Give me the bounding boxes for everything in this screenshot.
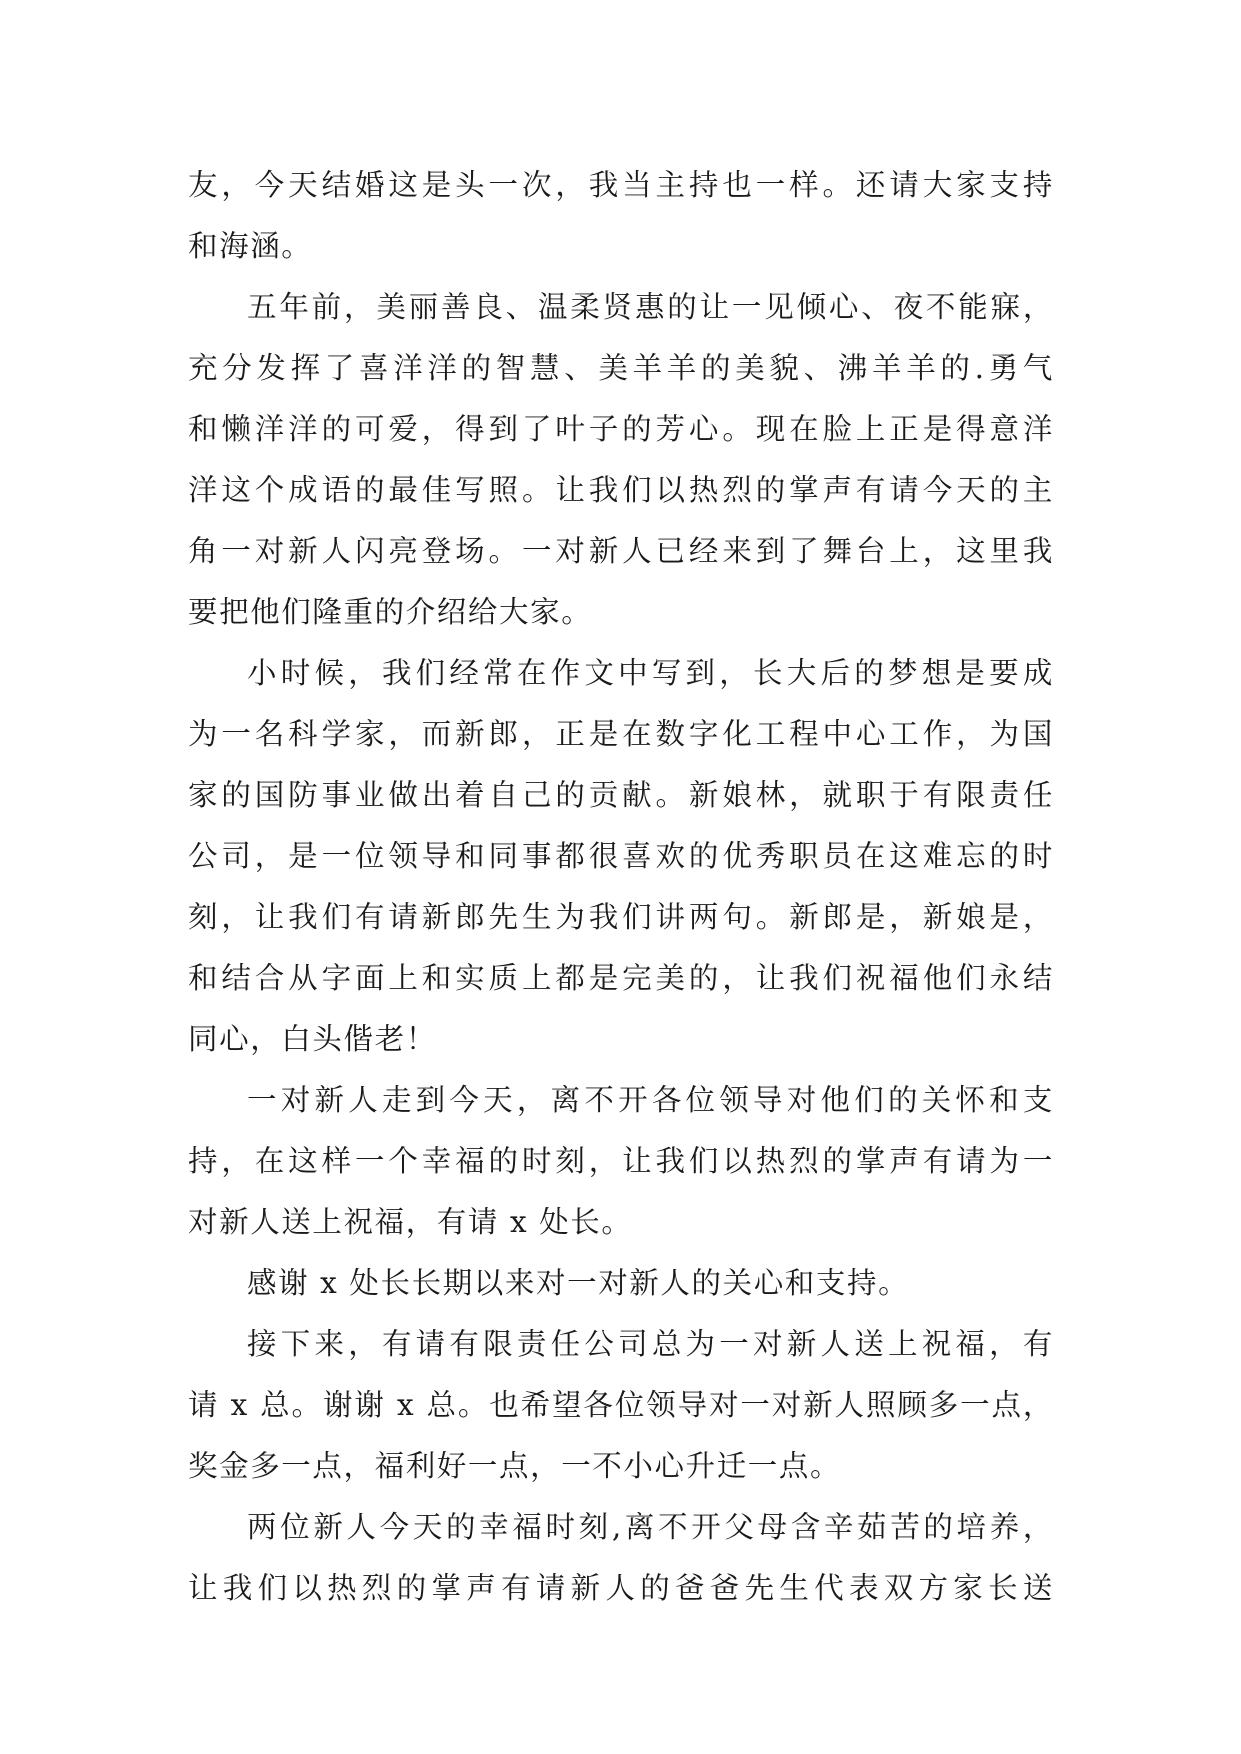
paragraph-5 [188,1253,1054,1314]
paragraph-4 [188,1070,1054,1253]
text-line: 充分发挥了喜洋洋的智慧、美羊羊的美貌、沸羊羊的.勇气 [188,351,1054,385]
body-text [188,155,1054,1619]
paragraph-3 [188,643,1054,1070]
text-line: 和懒洋洋的可爱，得到了叶子的芳心。现在脸上正是得意洋 [188,412,1054,446]
text-line: 角一对新人闪亮登场。一对新人已经来到了舞台上，这里我 [188,534,1054,568]
text-line: 为一名科学家，而新郎，正是在数字化工程中心工作，为国 [188,717,1054,751]
text-line: 洋这个成语的最佳写照。让我们以热烈的掌声有请今天的主 [188,473,1054,507]
paragraph-7 [188,1497,1054,1619]
paragraph-6 [188,1314,1054,1497]
text-line: 小时候，我们经常在作文中写到，长大后的梦想是要成 [247,656,1054,690]
paragraph-1 [188,155,1054,277]
text-line: 公司，是一位领导和同事都很喜欢的优秀职员在这难忘的时 [188,839,1054,873]
text-line: 和海涵。 [188,229,313,263]
text-line: 一对新人走到今天，离不开各位领导对他们的关怀和支 [247,1083,1054,1117]
text-line: 家的国防事业做出着自己的贡献。新娘林，就职于有限责任 [188,778,1054,812]
text-line: 五年前，美丽善良、温柔贤惠的让一见倾心、夜不能寐， [247,290,1054,324]
text-line: 持，在这样一个幸福的时刻，让我们以热烈的掌声有请为一 [188,1144,1054,1178]
text-line: 对新人送上祝福，有请 x 处长。 [188,1205,633,1239]
text-line: 刻，让我们有请新郎先生为我们讲两句。新郎是，新娘是， [188,900,1054,934]
text-line: 感谢 x 处长长期以来对一对新人的关心和支持。 [247,1266,910,1300]
text-line: 接下来，有请有限责任公司总为一对新人送上祝福，有 [247,1327,1054,1361]
text-line: 同心，白头偕老！ [188,1022,437,1056]
text-line: 和结合从字面上和实质上都是完美的，让我们祝福他们永结 [188,961,1054,995]
text-line: 请 x 总。谢谢 x 总。也希望各位领导对一对新人照顾多一点， [188,1388,1054,1422]
text-line: 两位新人今天的幸福时刻,离不开父母含辛茹苦的培养， [247,1510,1054,1544]
text-line: 让我们以热烈的掌声有请新人的爸爸先生代表双方家长送 [188,1571,1054,1605]
paragraph-2 [188,277,1054,643]
text-line: 友，今天结婚这是头一次，我当主持也一样。还请大家支持 [188,168,1054,202]
text-line: 奖金多一点，福利好一点，一不小心升迁一点。 [188,1449,842,1483]
text-line: 要把他们隆重的介绍给大家。 [188,595,593,629]
